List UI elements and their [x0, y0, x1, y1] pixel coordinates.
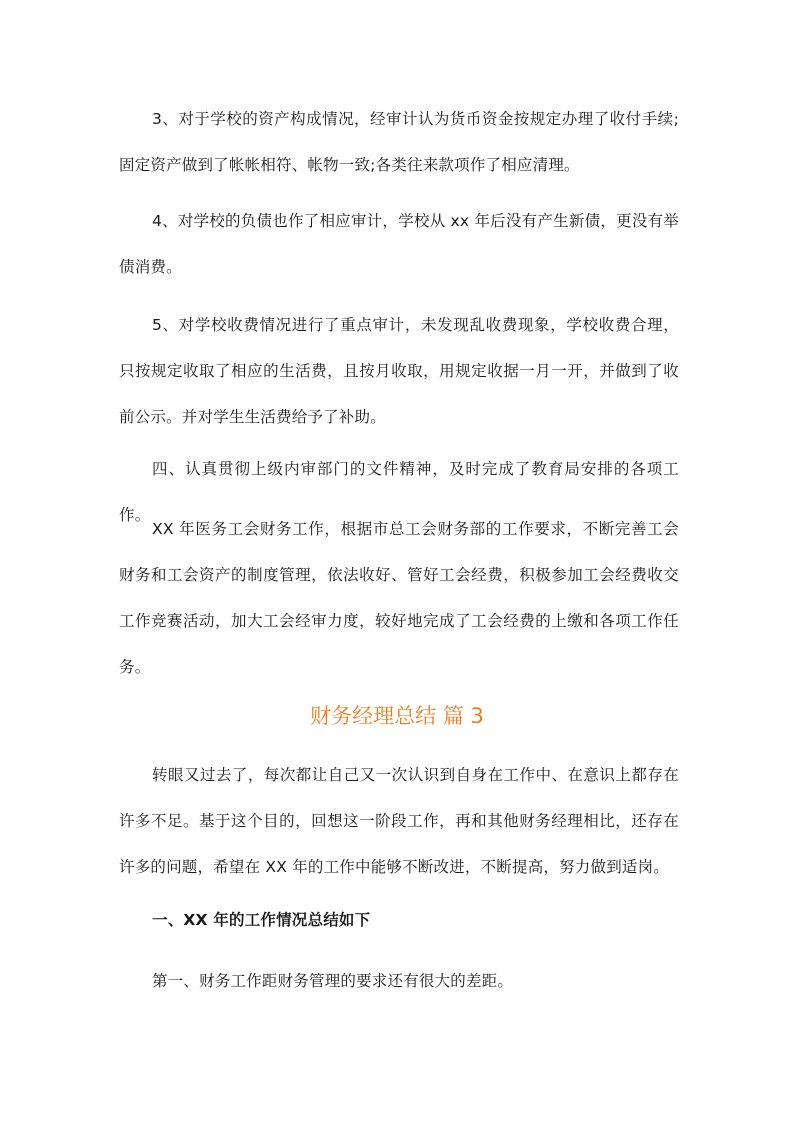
paragraph-fee-audit: 5、对学校收费情况进行了重点审计，未发现乱收费现象，学校收费合理，只按规定收取了相应的生活费，且按月收取，用规定收据一月一开，并做到了收前公示。并对学生生活费给予了补助。	[119, 316, 679, 426]
paragraph-section-four: 四、认真贯彻上级内审部门的文件精神，及时完成了教育局安排的各项工作。	[119, 460, 679, 524]
paragraph-debt-audit: 4、对学校的负债也作了相应审计，学校从 xx 年后没有产生新债，更没有举债消费。	[119, 212, 679, 276]
section-title: 财务经理总结 篇 3	[310, 704, 484, 728]
paragraph-asset-audit: 3、对于学校的资产构成情况，经审计认为货币资金按规定办理了收付手续;固定资产做到了帐帐相符、帐物一致;各类往来款项作了相应清理。	[119, 110, 679, 174]
paragraph-union-finance: XX 年医务工会财务工作，根据市总工会财务部的工作要求，不断完善工会财务和工会资产的制度管理，依法收好、管好工会经费，积极参加工会经费收交工作竞赛活动，加大工会经审力度，较好地完成了工会经费的上缴和各项工作任务。	[119, 520, 679, 676]
subheading-work-summary: 一、XX 年的工作情况总结如下	[152, 911, 371, 929]
paragraph-intro: 转眼又过去了，每次都让自己又一次认识到自身在工作中、在意识上都存在许多不足。基于这个目的，回想这一阶段工作，再和其他财务经理相比，还存在许多的问题，希望在 XX 年的工作中能够不断改进，不断提高，努力做到适岗。	[119, 766, 679, 876]
paragraph-point-one: 第一、财务工作距财务管理的要求还有很大的差距。	[152, 972, 514, 990]
